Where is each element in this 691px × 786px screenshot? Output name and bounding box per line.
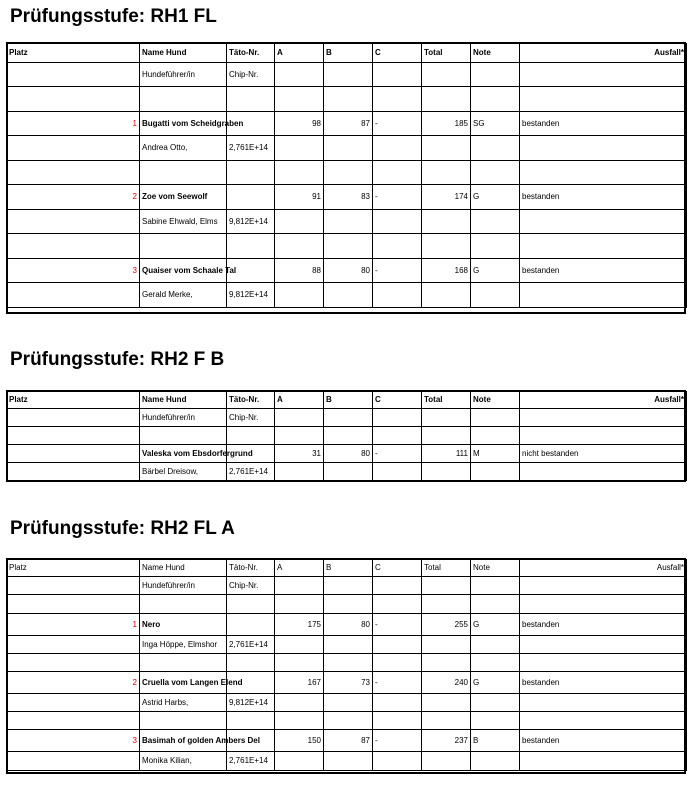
chip-number: 2,761E+14 [227, 463, 275, 481]
result-status: bestanden [520, 185, 687, 210]
header-b: B [324, 44, 373, 63]
chip-number: 9,812E+14 [227, 283, 275, 308]
header-ausfall: Ausfall* [520, 392, 687, 409]
header-total: Total [422, 560, 471, 577]
score-b: 73 [324, 672, 373, 694]
header-ausfall: Ausfall* [520, 560, 687, 577]
header-taeto-nr: Täto-Nr. [227, 392, 275, 409]
header-ausfall: Ausfall* [520, 44, 687, 63]
section-title: Prüfungsstufe: RH1 FL [10, 6, 217, 27]
table-row [7, 463, 687, 481]
header-b: B [324, 560, 373, 577]
header-chip-nr: Chip-Nr. [227, 63, 275, 87]
table-row [7, 136, 687, 161]
score-c: - [373, 259, 422, 283]
chip-number: 9,812E+14 [227, 210, 275, 234]
grade-note: G [471, 614, 520, 636]
handler-name: Bärbel Dreisow, [140, 463, 227, 481]
place-number: 2 [7, 672, 140, 694]
grade-note: G [471, 185, 520, 210]
results-table [6, 391, 687, 481]
score-a: 175 [275, 614, 324, 636]
header-hundefuehrer: Hundeführer/in [140, 63, 227, 87]
score-a: 91 [275, 185, 324, 210]
score-total: 255 [422, 614, 471, 636]
dog-name: Nero [140, 614, 227, 636]
header-a: A [275, 392, 324, 409]
header-row [7, 44, 687, 63]
header-note: Note [471, 560, 520, 577]
grade-note: B [471, 730, 520, 752]
score-a: 88 [275, 259, 324, 283]
chip-number: 2,761E+14 [227, 752, 275, 771]
header-platz: Platz [7, 44, 140, 63]
header-b: B [324, 392, 373, 409]
score-a: 98 [275, 112, 324, 136]
header-note: Note [471, 44, 520, 63]
header-note: Note [471, 392, 520, 409]
section-title: Prüfungsstufe: RH2 FL A [10, 518, 235, 539]
header-a: A [275, 44, 324, 63]
header-a: A [275, 560, 324, 577]
header-taeto-nr: Täto-Nr. [227, 44, 275, 63]
header-row [7, 392, 687, 409]
score-total: 240 [422, 672, 471, 694]
score-a: 150 [275, 730, 324, 752]
score-b: 80 [324, 445, 373, 463]
score-b: 80 [324, 259, 373, 283]
header-platz: Platz [7, 560, 140, 577]
header-platz: Platz [7, 392, 140, 409]
score-b: 87 [324, 112, 373, 136]
results-table [6, 43, 687, 308]
table-row [7, 636, 687, 654]
score-c: - [373, 185, 422, 210]
table-row [7, 752, 687, 771]
chip-number: 2,761E+14 [227, 136, 275, 161]
score-total: 185 [422, 112, 471, 136]
score-b: 80 [324, 614, 373, 636]
header-chip-nr: Chip-Nr. [227, 409, 275, 427]
score-c: - [373, 445, 422, 463]
table-row [7, 210, 687, 234]
subheader-row [7, 409, 687, 427]
dog-name: Basimah of golden Ambers Del [140, 730, 227, 752]
handler-name: Andrea Otto, [140, 136, 227, 161]
header-name-hund: Name Hund [140, 392, 227, 409]
chip-number: 2,761E+14 [227, 636, 275, 654]
score-c: - [373, 614, 422, 636]
header-total: Total [422, 44, 471, 63]
handler-name: Monika Kilian, [140, 752, 227, 771]
place-number: 3 [7, 730, 140, 752]
dog-name: Valeska vom Ebsdorfergrund [140, 445, 227, 463]
place-number [7, 445, 140, 463]
score-b: 83 [324, 185, 373, 210]
dog-name: Zoe vom Seewolf [140, 185, 227, 210]
grade-note: M [471, 445, 520, 463]
table-row [7, 185, 687, 210]
handler-name: Sabine Ehwald, Elms [140, 210, 227, 234]
score-a: 167 [275, 672, 324, 694]
subheader-row [7, 63, 687, 87]
score-b: 87 [324, 730, 373, 752]
table-row [7, 694, 687, 712]
results-table [6, 559, 687, 771]
place-number: 3 [7, 259, 140, 283]
grade-note: SG [471, 112, 520, 136]
place-number: 1 [7, 614, 140, 636]
table-row [7, 614, 687, 636]
table-row [7, 445, 687, 463]
score-total: 174 [422, 185, 471, 210]
table-row [7, 672, 687, 694]
section-title: Prüfungsstufe: RH2 F B [10, 349, 225, 370]
table-row [7, 730, 687, 752]
score-a: 31 [275, 445, 324, 463]
handler-name: Inga Höppe, Elmshor [140, 636, 227, 654]
result-status: bestanden [520, 112, 687, 136]
grade-note: G [471, 672, 520, 694]
dog-name: Quaiser vom Schaale Tal [140, 259, 227, 283]
score-total: 168 [422, 259, 471, 283]
place-number: 1 [7, 112, 140, 136]
header-chip-nr: Chip-Nr. [227, 577, 275, 595]
result-status: nicht bestanden [520, 445, 687, 463]
header-c: C [373, 44, 422, 63]
result-status: bestanden [520, 730, 687, 752]
header-row [7, 560, 687, 577]
header-hundefuehrer: Hundeführer/in [140, 409, 227, 427]
header-name-hund: Name Hund [140, 560, 227, 577]
score-total: 237 [422, 730, 471, 752]
score-c: - [373, 112, 422, 136]
score-c: - [373, 672, 422, 694]
subheader-row [7, 577, 687, 595]
table-row [7, 283, 687, 308]
result-status: bestanden [520, 672, 687, 694]
header-taeto-nr: Täto-Nr. [227, 560, 275, 577]
dog-name: Bugatti vom Scheidgraben [140, 112, 227, 136]
grade-note: G [471, 259, 520, 283]
result-status: bestanden [520, 259, 687, 283]
header-name-hund: Name Hund [140, 44, 227, 63]
table-row [7, 259, 687, 283]
place-number: 2 [7, 185, 140, 210]
score-total: 111 [422, 445, 471, 463]
header-c: C [373, 392, 422, 409]
header-total: Total [422, 392, 471, 409]
header-c: C [373, 560, 422, 577]
header-hundefuehrer: Hundeführer/in [140, 577, 227, 595]
score-c: - [373, 730, 422, 752]
table-row [7, 112, 687, 136]
handler-name: Gerald Merke, [140, 283, 227, 308]
handler-name: Astrid Harbs, [140, 694, 227, 712]
dog-name: Cruella vom Langen Elend [140, 672, 227, 694]
result-status: bestanden [520, 614, 687, 636]
chip-number: 9,812E+14 [227, 694, 275, 712]
